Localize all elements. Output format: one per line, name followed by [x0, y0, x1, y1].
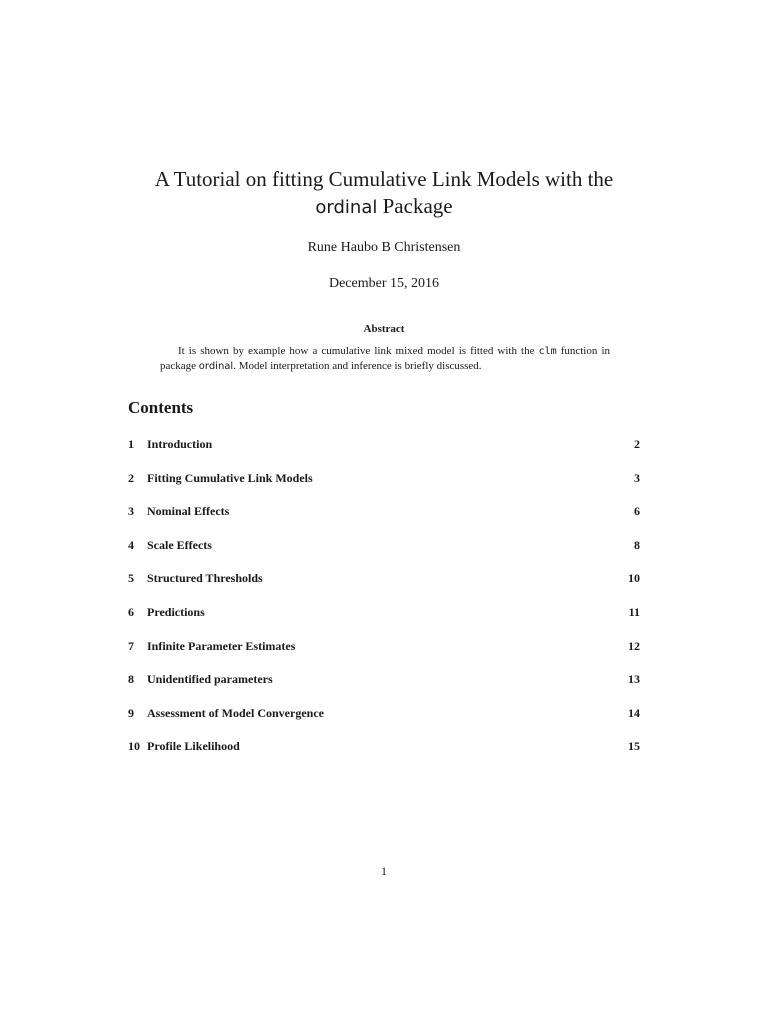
toc-entry[interactable] — [128, 637, 640, 671]
abstract-package: ordinal — [198, 361, 234, 372]
title-line-1: A Tutorial on fitting Cumulative Link Models with the — [154, 167, 614, 191]
toc-entry-title[interactable]: Fitting Cumulative Link Models — [147, 470, 313, 485]
toc-entry-number: 8 — [128, 672, 134, 687]
toc-entry[interactable] — [128, 603, 640, 637]
toc-entry-number: 1 — [128, 437, 134, 451]
toc-entry-title[interactable]: Nominal Effects — [147, 504, 230, 519]
abstract-part-3: . Model interpretation and inference is briefly discussed. — [233, 360, 482, 372]
toc-entry[interactable] — [128, 569, 640, 603]
toc-entry-number: 9 — [128, 705, 134, 720]
abstract-part-2: function in package — [160, 345, 610, 372]
date: December 15, 2016 — [328, 276, 440, 291]
title-package-name: ordinal — [315, 197, 378, 218]
page-number: 1 — [381, 864, 387, 878]
toc-entry-title[interactable]: Infinite Parameter Estimates — [147, 638, 296, 653]
toc-entry[interactable] — [128, 502, 640, 536]
toc-entry[interactable] — [128, 737, 640, 771]
toc-entry-title[interactable]: Introduction — [147, 437, 213, 451]
title-line-2: Package — [377, 194, 453, 218]
toc-entry-page[interactable]: 15 — [628, 739, 640, 754]
toc-entry-page[interactable]: 14 — [628, 705, 640, 720]
toc-entry-title[interactable]: Structured Thresholds — [147, 571, 263, 586]
toc-entry-page[interactable]: 13 — [628, 672, 640, 687]
toc-entry-title[interactable]: Profile Likelihood — [147, 739, 240, 754]
contents-heading: Contents — [128, 398, 194, 417]
toc-entry-number: 10 — [128, 739, 140, 754]
toc-entry-number: 6 — [128, 604, 134, 619]
document-title — [0, 166, 768, 221]
toc-entry[interactable] — [128, 435, 640, 469]
toc-entry-number: 5 — [128, 571, 134, 586]
toc-entry-page[interactable]: 8 — [634, 537, 640, 552]
abstract-code: clm — [538, 346, 557, 357]
abstract-text — [160, 344, 610, 374]
abstract-heading: Abstract — [363, 323, 405, 335]
toc-entry[interactable] — [128, 670, 640, 704]
toc-entry-page[interactable]: 6 — [634, 504, 640, 519]
toc-entry-title[interactable]: Predictions — [147, 604, 205, 619]
author: Rune Haubo B Christensen — [307, 240, 461, 255]
toc-entry-title[interactable]: Unidentified parameters — [147, 672, 273, 687]
toc-entry-page[interactable]: 3 — [634, 470, 640, 485]
toc-entry-page[interactable]: 10 — [628, 571, 640, 586]
toc-entry-number: 2 — [128, 470, 134, 485]
toc-entry-title[interactable]: Assessment of Model Convergence — [147, 705, 324, 720]
toc-entry-page[interactable]: 2 — [634, 437, 640, 451]
toc-entry[interactable] — [128, 469, 640, 503]
toc-entry-page[interactable]: 12 — [628, 638, 640, 653]
toc-entry-number: 4 — [128, 537, 134, 552]
abstract-part-1: It is shown by example how a cumulative link mixed model is fitted with the — [178, 345, 539, 357]
toc-entry[interactable] — [128, 704, 640, 738]
table-of-contents — [128, 435, 640, 771]
toc-entry-title[interactable]: Scale Effects — [147, 537, 212, 552]
toc-entry-number: 3 — [128, 504, 134, 519]
toc-entry-page[interactable]: 11 — [628, 604, 640, 619]
toc-entry-number: 7 — [128, 638, 134, 653]
toc-entry[interactable] — [128, 536, 640, 570]
